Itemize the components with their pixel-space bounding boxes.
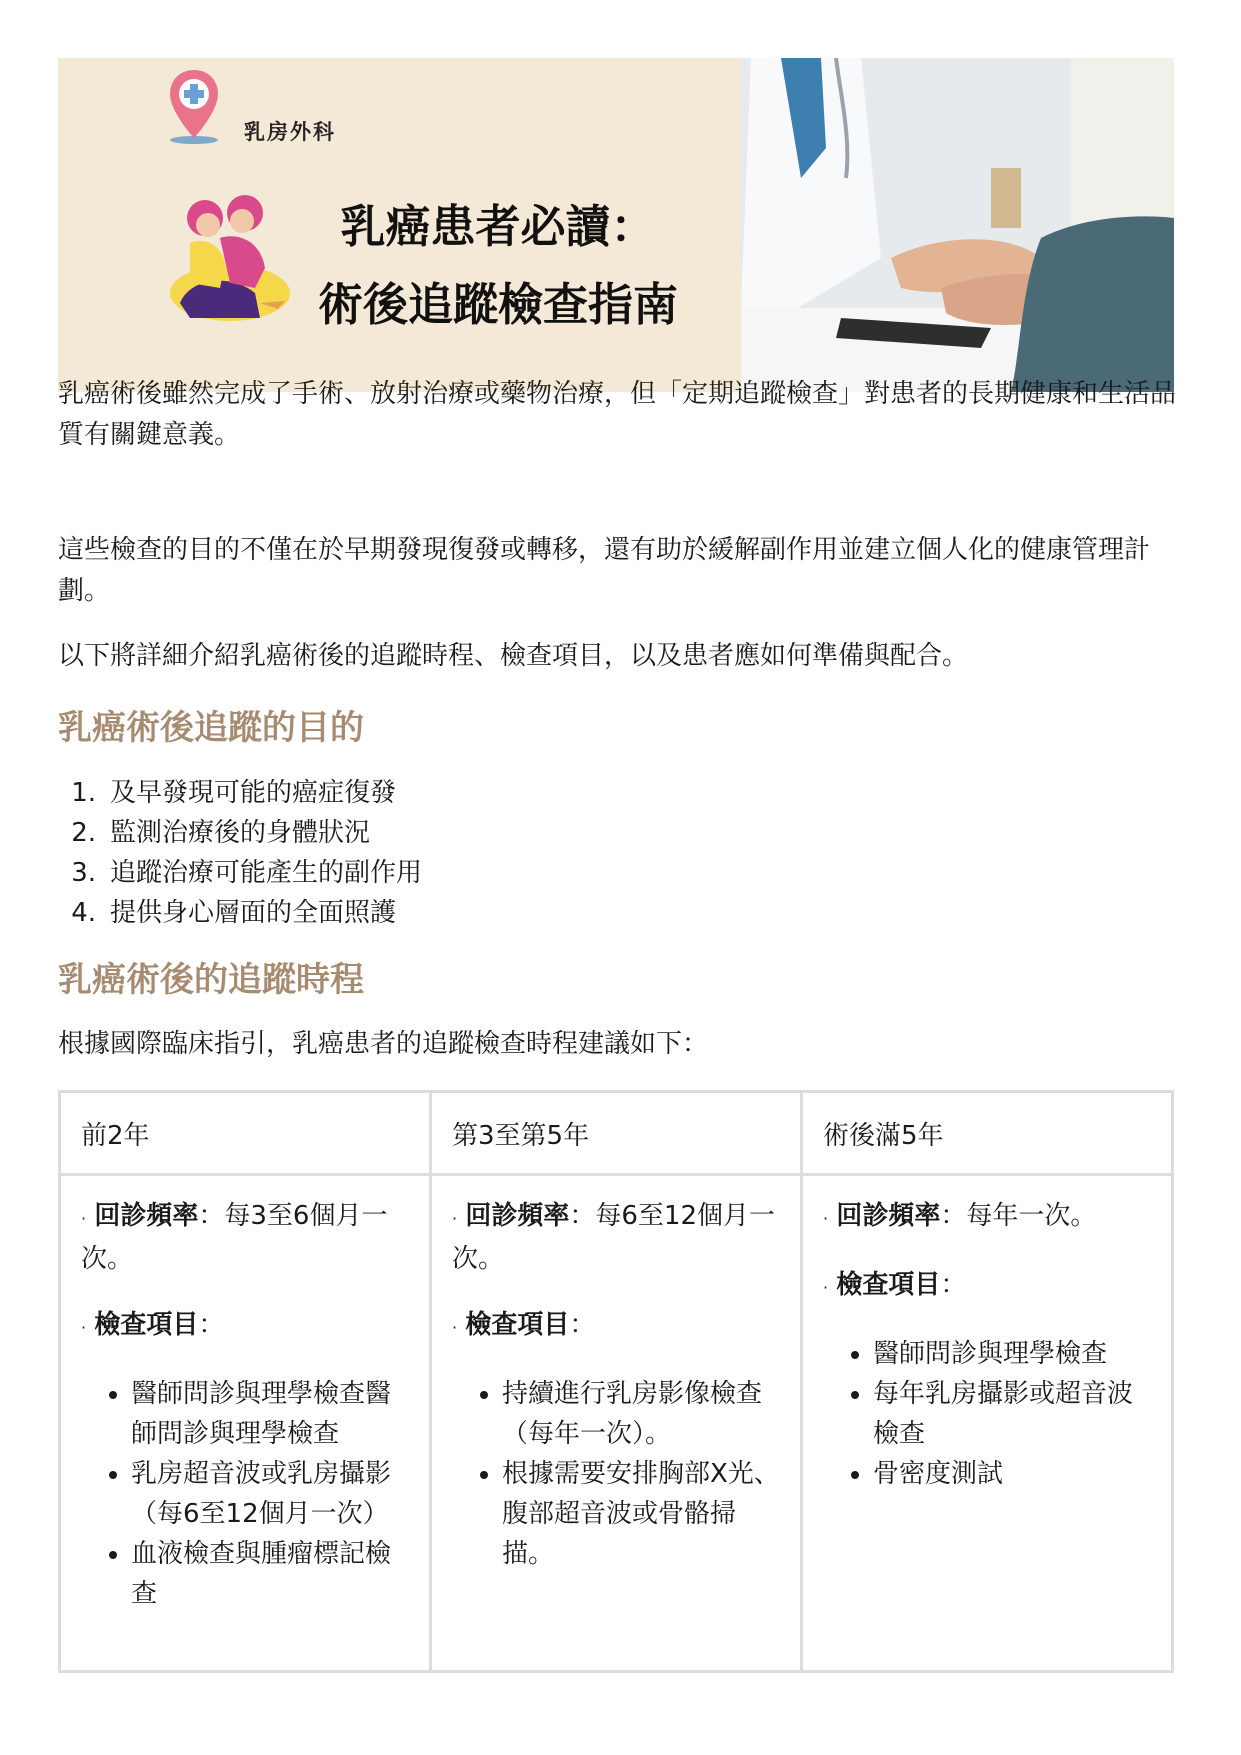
schedule-body-row <box>60 1175 1173 1672</box>
title-line-2: 術後追蹤檢查指南 <box>317 278 678 331</box>
column-header: 前2年 <box>60 1092 431 1175</box>
visit-frequency: · 回診頻率：每6至12個月一次。 <box>452 1201 776 1274</box>
department-label: 乳房外科 <box>244 120 336 144</box>
visit-frequency: · 回診頻率：每3至6個月一次。 <box>81 1201 388 1274</box>
visit-frequency: · 回診頻率：每年一次。 <box>823 1201 1097 1231</box>
schedule-table <box>58 1090 1174 1673</box>
exam-items-list <box>81 1374 409 1614</box>
schedule-header-row <box>60 1092 1173 1175</box>
schedule-cell <box>431 1175 802 1672</box>
page-title <box>288 188 708 344</box>
section-heading-purpose: 乳癌術後追蹤的目的 <box>58 708 364 748</box>
schedule-cell <box>60 1175 431 1672</box>
purpose-list <box>58 773 422 933</box>
exam-items-label: · 檢查項目： <box>81 1310 225 1340</box>
column-header: 第3至第5年 <box>431 1092 802 1175</box>
women-embrace-illustration <box>160 183 300 323</box>
purpose-list-item: 1. 及早發現可能的癌症復發 <box>71 778 397 808</box>
list-item: • 醫師問診與理學檢查 <box>873 1334 1151 1374</box>
list-item: • 持續進行乳房影像檢查（每年一次）。 <box>502 1374 780 1454</box>
intro-paragraph-1: 乳癌術後雖然完成了手術、放射治療或藥物治療，但「定期追蹤檢查」對患者的長期健康和生活品質有關鍵意義。 <box>58 379 1177 450</box>
list-item: • 骨密度測試 <box>873 1454 1151 1494</box>
purpose-list-item: 2. 監測治療後的身體狀況 <box>71 818 371 848</box>
section-heading-schedule: 乳癌術後的追蹤時程 <box>58 960 364 1000</box>
exam-items-list <box>452 1374 780 1574</box>
exam-items-label: · 檢查項目： <box>452 1310 596 1340</box>
exam-items-label: · 檢查項目： <box>823 1270 967 1300</box>
list-item: • 醫師問診與理學檢查醫師問診與理學檢查 <box>131 1374 409 1454</box>
list-item: • 血液檢查與腫瘤標記檢查 <box>131 1534 409 1614</box>
header-banner <box>58 58 1174 392</box>
list-item: • 根據需要安排胸部X光、腹部超音波或骨骼掃描。 <box>502 1454 780 1574</box>
intro-paragraph-2: 這些檢查的目的不僅在於早期發現復發或轉移，還有助於緩解副作用並建立個人化的健康管理計劃。 <box>58 535 1151 606</box>
column-header: 術後滿5年 <box>802 1092 1173 1175</box>
purpose-list-item: 3. 追蹤治療可能產生的副作用 <box>71 858 423 888</box>
intro-paragraph-3: 以下將詳細介紹乳癌術後的追蹤時程、檢查項目，以及患者應如何準備與配合。 <box>58 641 969 671</box>
schedule-cell <box>802 1175 1173 1672</box>
location-pin-icon <box>166 66 222 146</box>
exam-items-list <box>823 1334 1151 1494</box>
list-item: • 每年乳房攝影或超音波檢查 <box>873 1374 1151 1454</box>
schedule-lead: 根據國際臨床指引，乳癌患者的追蹤檢查時程建議如下： <box>58 1029 709 1059</box>
doctor-holding-hands-photo <box>741 58 1174 392</box>
banner-text-area <box>58 58 741 392</box>
list-item: • 乳房超音波或乳房攝影（每6至12個月一次） <box>131 1454 409 1534</box>
purpose-list-item: 4. 提供身心層面的全面照護 <box>71 898 397 928</box>
title-line-1: 乳癌患者必讀： <box>340 200 656 253</box>
